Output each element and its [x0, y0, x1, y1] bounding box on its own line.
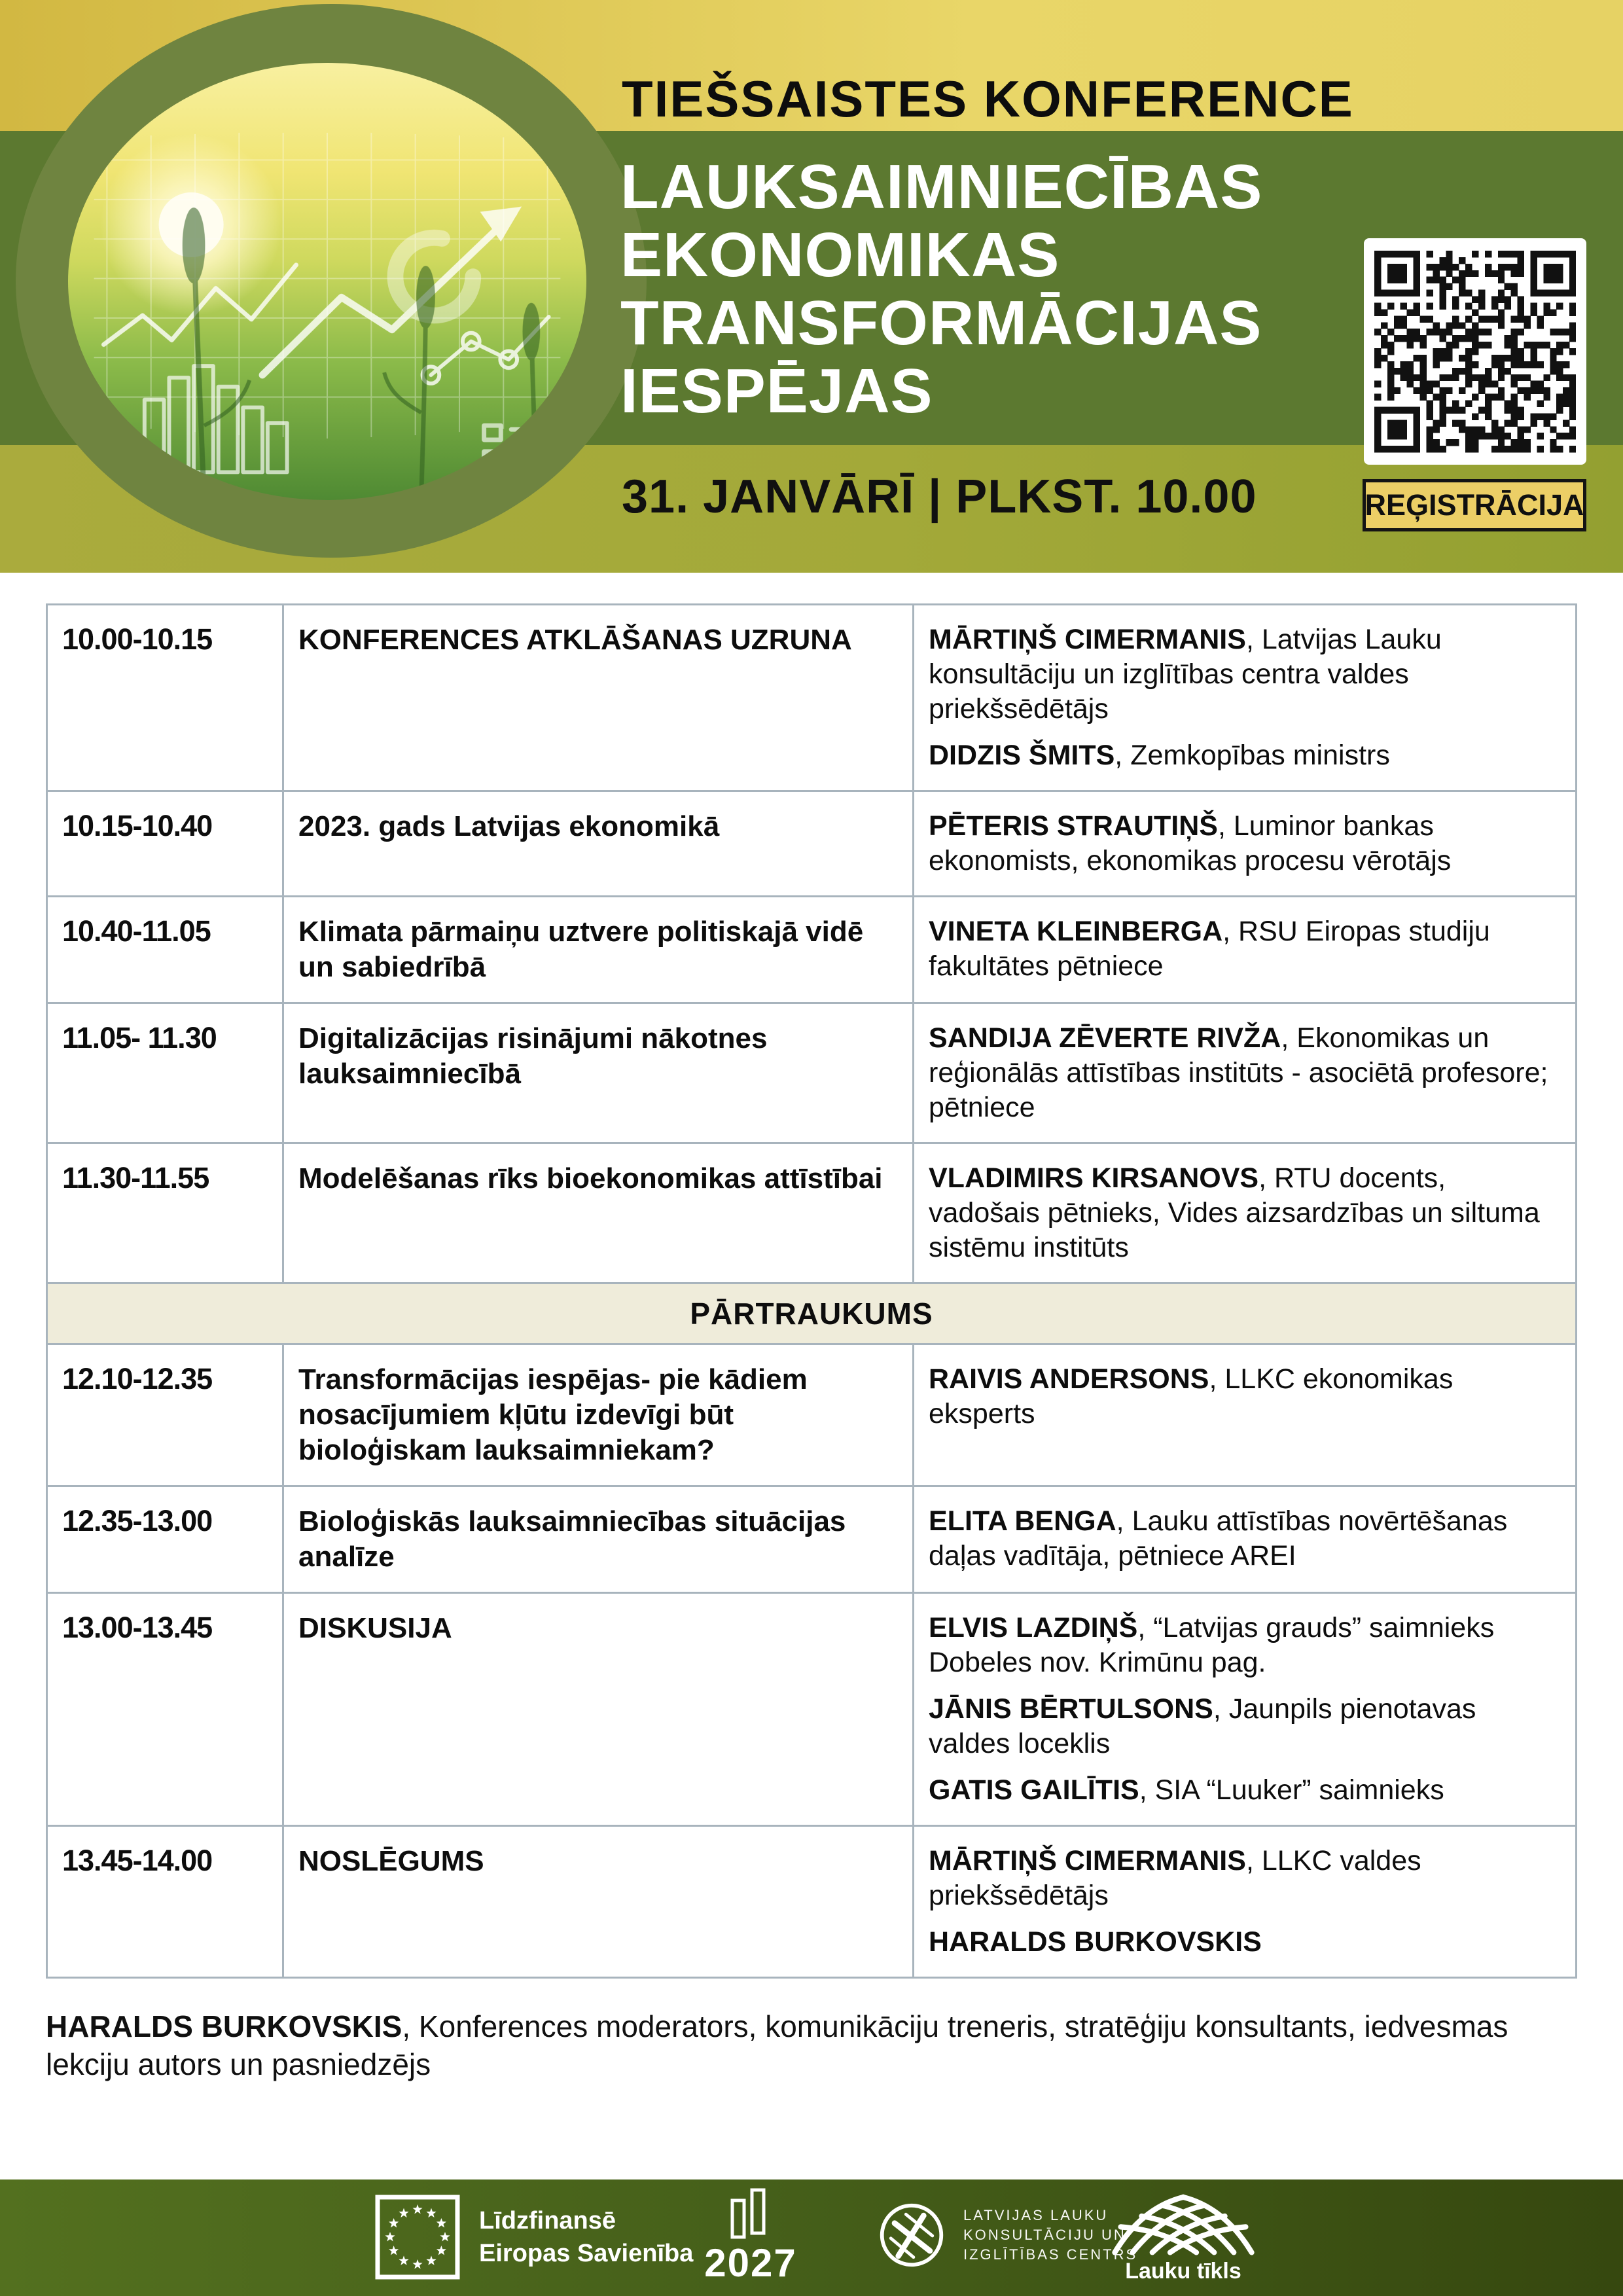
speaker-description: , Luminor bankas ekonomists, ekonomikas procesu vērotājs [929, 810, 1452, 876]
speaker-name: VINETA KLEINBERGA [929, 916, 1223, 947]
llkc-label-line: KONSULTĀCIJU UN [963, 2227, 1126, 2243]
speaker-entry [929, 809, 1558, 878]
speaker-name: ELVIS LAZDIŅŠ [929, 1612, 1138, 1643]
time-cell: 11.30-11.55 [62, 1161, 209, 1194]
agenda-row [48, 1002, 1575, 1142]
conference-title-line: LAUKSAIMNIECĪBAS [620, 152, 1263, 222]
agenda-row [48, 1142, 1575, 1282]
time-cell: 10.40-11.05 [62, 914, 211, 948]
agenda-row [48, 1592, 1575, 1825]
topic-cell: KONFERENCES ATKLĀŠANAS UZRUNA [282, 605, 914, 790]
logo-2027 [695, 2187, 806, 2286]
speakers-cell [914, 1004, 1575, 1142]
speakers-cell [914, 1345, 1575, 1485]
topic-cell: Digitalizācijas risinājumi nākotnes lauksaimniecībā [282, 1004, 914, 1142]
bars-2027-icon [719, 2187, 782, 2240]
eu-flag-icon [374, 2194, 461, 2280]
time-cell: 13.45-14.00 [62, 1844, 213, 1877]
speakers-cell [914, 792, 1575, 895]
speakers-cell [914, 1144, 1575, 1282]
time-cell: 10.00-10.15 [62, 622, 213, 656]
lauku-tikls-label: Lauku tīkls [1125, 2259, 1241, 2284]
moderator-description: , Konferences moderators, komunikāciju treneris, stratēģiju konsultants, iedvesmas lekciju autors un pasniedzējs [46, 2009, 1508, 2081]
speakers-cell [914, 605, 1575, 790]
time-cell: 10.15-10.40 [62, 809, 213, 842]
topic-cell: Modelēšanas rīks bioekonomikas attīstībai [282, 1144, 914, 1282]
speaker-entry [929, 1844, 1558, 1913]
speakers-cell [914, 1827, 1575, 1977]
llkc-label-line: IZGLĪTĪBAS CENTRS [963, 2246, 1138, 2263]
header [0, 0, 1623, 573]
speaker-name: PĒTERIS STRAUTIŅŠ [929, 810, 1218, 842]
eu-funding-label [479, 2204, 693, 2270]
speaker-name: DIDZIS ŠMITS [929, 740, 1115, 771]
topic-cell: Klimata pārmaiņu uztvere politiskajā vidē un sabiedrībā [282, 897, 914, 1002]
speaker-name: MĀRTIŅŠ CIMERMANIS [929, 1845, 1246, 1876]
time-cell: 12.35-13.00 [62, 1504, 213, 1537]
event-date: 31. JANVĀRĪ | PLKST. 10.00 [622, 471, 1257, 523]
bottom-bar [0, 2179, 1623, 2296]
topic-cell: 2023. gads Latvijas ekonomikā [282, 792, 914, 895]
agenda-row [48, 895, 1575, 1002]
speaker-description: , Jaunpils pienotavas valdes loceklis [929, 1693, 1476, 1759]
speaker-description: , LLKC ekonomikas eksperts [929, 1363, 1454, 1429]
speakers-cell [914, 1487, 1575, 1592]
conference-title-line: EKONOMIKAS [620, 220, 1060, 290]
speaker-description: , RSU Eiropas studiju fakultātes pētniece [929, 916, 1490, 982]
llkc-logo-icon [877, 2200, 946, 2270]
wheat-field-graphic [68, 63, 586, 500]
agenda-row [48, 1343, 1575, 1485]
speaker-name: ELITA BENGA [929, 1505, 1116, 1537]
speaker-entry [929, 914, 1558, 984]
hero-image [68, 63, 586, 500]
speakers-cell [914, 1594, 1575, 1825]
speaker-entry [929, 1692, 1558, 1761]
speaker-description: , Zemkopības ministrs [1115, 740, 1390, 771]
speaker-entry [929, 738, 1558, 773]
speaker-entry [929, 1925, 1558, 1960]
agenda-table [46, 603, 1577, 1979]
conference-type-label: TIEŠSAISTES KONFERENCE [622, 70, 1354, 128]
speaker-description: , “Latvijas grauds” saimnieks Dobeles nov. Krimūnu pag. [929, 1612, 1495, 1678]
moderator-name: HARALDS BURKOVSKIS [46, 2009, 402, 2043]
topic-cell: Transformācijas iespējas- pie kādiem nosacījumiem kļūtu izdevīgi būt bioloģiskam lauksaimniekam? [282, 1345, 914, 1485]
speaker-name: VLADIMIRS KIRSANOVS [929, 1162, 1259, 1194]
lauku-tikls-icon [1105, 2190, 1262, 2255]
moderator-note [46, 2007, 1577, 2083]
eu-funding-logo [374, 2194, 693, 2280]
logo-2027-label: 2027 [704, 2241, 797, 2285]
speaker-description: , Latvijas Lauku konsultāciju un izglītības centra valdes priekšsēdētājs [929, 624, 1442, 725]
conference-title-line: TRANSFORMĀCIJAS [620, 288, 1262, 358]
agenda-row [48, 790, 1575, 895]
speakers-cell [914, 897, 1575, 1002]
llkc-logo [877, 2200, 1137, 2270]
speaker-description: , Ekonomikas un reģionālās attīstības institūts - asociētā profesore; pētniece [929, 1022, 1548, 1123]
agenda-row [48, 605, 1575, 790]
speaker-entry [929, 1021, 1558, 1125]
eu-funding-line1: Līdzfinansē [479, 2207, 616, 2234]
time-cell: 12.10-12.35 [62, 1362, 213, 1395]
speaker-entry [929, 1362, 1558, 1431]
time-cell: 13.00-13.45 [62, 1611, 213, 1644]
speaker-description: , SIA “Luuker” saimnieks [1139, 1774, 1444, 1806]
topic-cell: DISKUSIJA [282, 1594, 914, 1825]
speaker-name: MĀRTIŅŠ CIMERMANIS [929, 624, 1246, 655]
registration-qr-code [1364, 238, 1586, 465]
topic-cell: NOSLĒGUMS [282, 1827, 914, 1977]
speaker-entry [929, 1161, 1558, 1265]
main-content [46, 603, 1577, 2113]
eu-funding-line2: Eiropas Savienība [479, 2240, 694, 2267]
llkc-label-line: LATVIJAS LAUKU [963, 2207, 1109, 2223]
speaker-description: , LLKC valdes priekšsēdētājs [929, 1845, 1421, 1911]
conference-title-line: IESPĒJAS [620, 356, 933, 426]
speaker-entry [929, 1504, 1558, 1573]
topic-cell: Bioloģiskās lauksaimniecības situācijas analīze [282, 1487, 914, 1592]
time-cell: 11.05- 11.30 [62, 1021, 217, 1054]
speaker-entry [929, 1773, 1558, 1808]
lauku-tikls-logo [1105, 2190, 1262, 2284]
speaker-name: JĀNIS BĒRTULSONS [929, 1693, 1213, 1725]
agenda-row [48, 1485, 1575, 1592]
speaker-name: RAIVIS ANDERSONS [929, 1363, 1209, 1395]
speaker-name: GATIS GAILĪTIS [929, 1774, 1139, 1806]
speaker-entry [929, 1611, 1558, 1680]
speaker-entry [929, 622, 1558, 726]
agenda-row [48, 1825, 1575, 1977]
speaker-name: HARALDS BURKOVSKIS [929, 1926, 1262, 1958]
break-row: PĀRTRAUKUMS [48, 1282, 1575, 1343]
registration-button[interactable]: REĢISTRĀCIJA [1363, 479, 1586, 531]
speaker-description: , Lauku attīstības novērtēšanas daļas vadītāja, pētniece AREI [929, 1505, 1508, 1571]
conference-title [620, 153, 1262, 425]
speaker-description: , RTU docents, vadošais pētnieks, Vides aizsardzības un siltuma sistēmu institūts [929, 1162, 1540, 1263]
speaker-name: SANDIJA ZĒVERTE RIVŽA [929, 1022, 1281, 1054]
